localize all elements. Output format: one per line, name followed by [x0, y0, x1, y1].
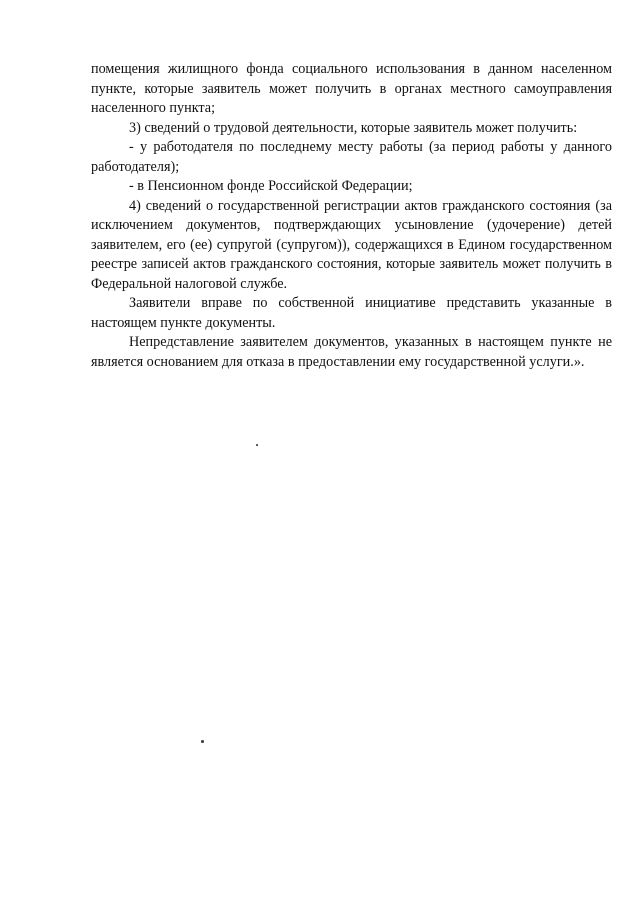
- paragraph-employer-source: - у работодателя по последнему месту работы (за период работы у данного работодателя);: [91, 139, 612, 175]
- paragraph-non-submission: Непредставление заявителем документов, указанных в настоящем пункте не является основанием для отказа в предоставлении ему государственной услуги.».: [91, 334, 612, 370]
- document-body: [91, 60, 612, 372]
- paragraph-housing-continuation: помещения жилищного фонда социального использования в данном населенном пункте, которые заявитель может получить в органах местного самоуправления населенного пункта;: [91, 61, 612, 116]
- scan-speck: [256, 444, 258, 446]
- paragraph-applicant-initiative: Заявители вправе по собственной инициативе представить указанные в настоящем пункте документы.: [91, 295, 612, 331]
- paragraph-pension-fund-source: - в Пенсионном фонде Российской Федерации;: [129, 178, 413, 194]
- scan-speck: [201, 740, 204, 743]
- paragraph-item-3-employment: 3) сведений о трудовой деятельности, которые заявитель может получить:: [129, 119, 578, 136]
- paragraph-item-4-civil-registry: 4) сведений о государственной регистрации актов гражданского состояния (за исключением документов, подтверждающих усыновление (удочерение) детей заявителем, его (ее) супругой (супругом)), содержащихся в Едином государственном реестре записей актов гражданского состояния, которые заявитель может получить в Федеральной налоговой службе.: [91, 197, 612, 292]
